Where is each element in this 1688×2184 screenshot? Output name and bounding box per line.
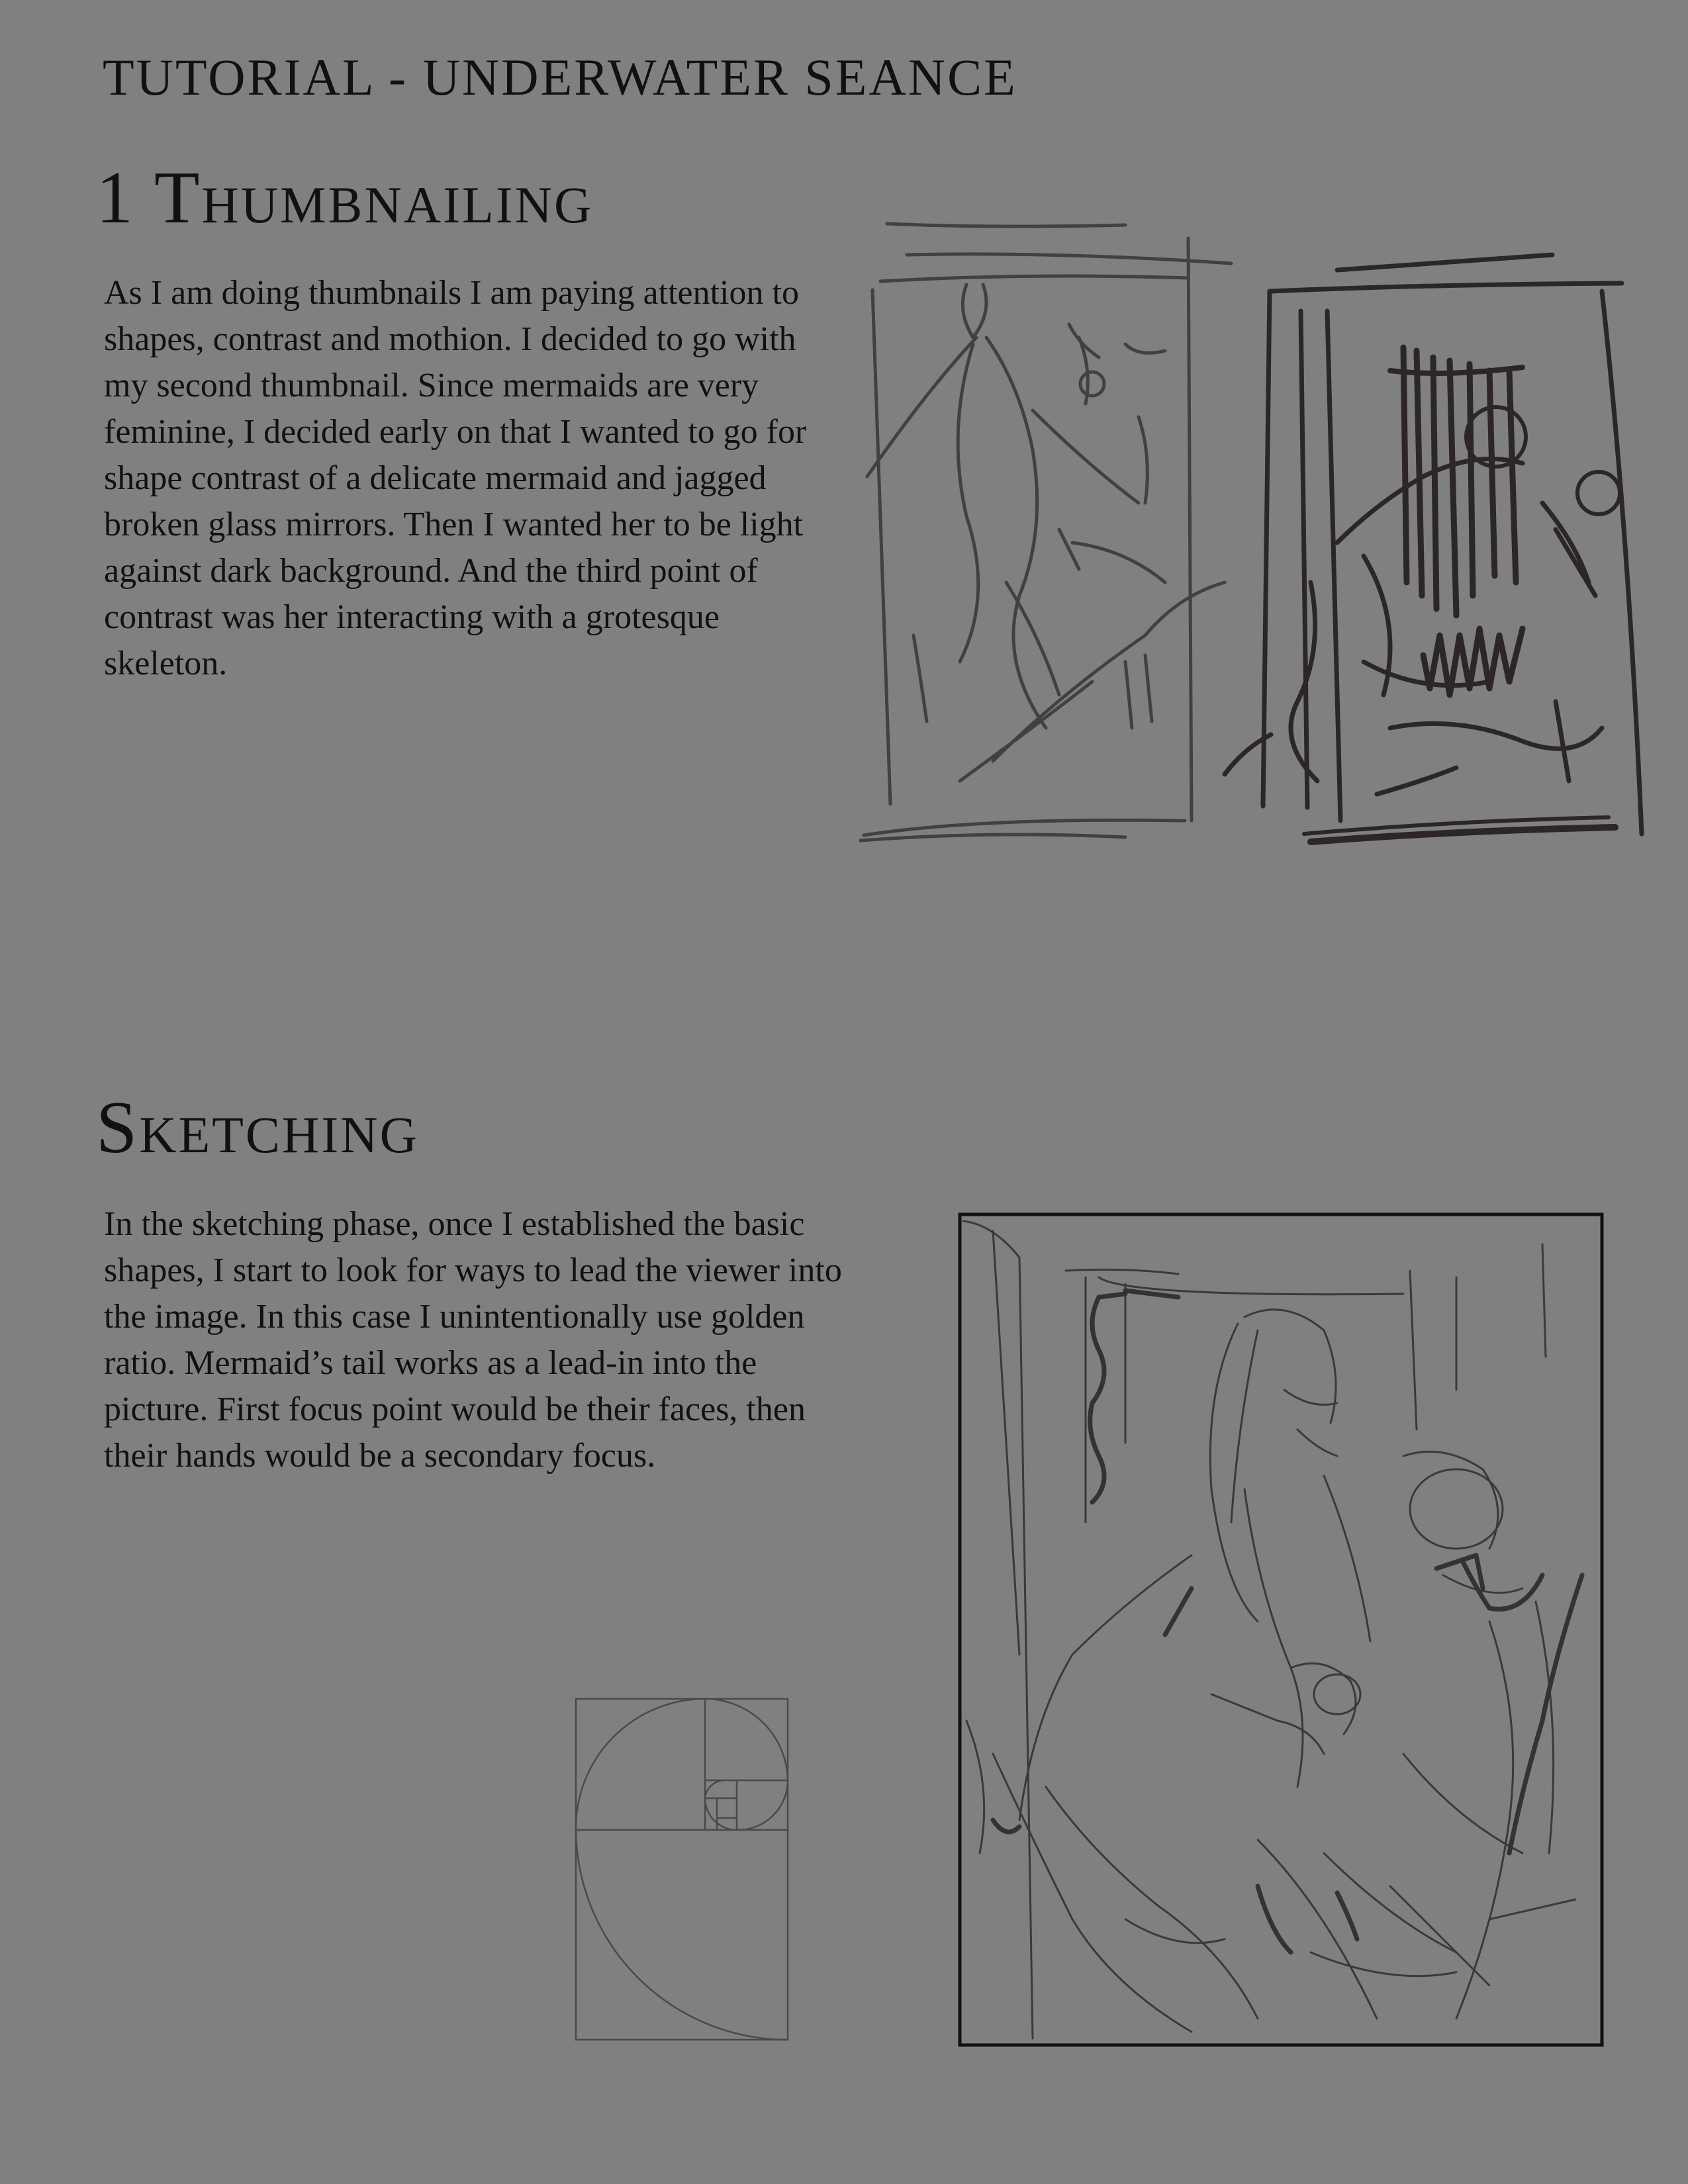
sketching-paragraph: In the sketching phase, once I established the basic shapes, I start to look for ways to lead the viewer into the image. In this case I unintentionally use golden ratio. Mermaid’s tail works as a lead-in into the picture. First focus point would be their faces, then their hands would be a secondary focus.	[104, 1205, 842, 1475]
thumbnailing-paragraph: As I am doing thumbnails I am paying attention to shapes, contrast and mothion. I decided to go with my second thumbnail. Since mermaids are very feminine, I decided early on that I wanted to go for shape contrast of a delicate mermaid and jagged broken glass mirrors. Then I wanted her to be light against dark background. And the third point of contrast was her interacting with a grotesque skeleton.	[104, 274, 807, 682]
thumbnailing-heading: 1 Thumbnailing	[96, 157, 594, 239]
sketch-frame	[960, 1214, 1602, 2045]
page-title: TUTORIAL - UNDERWATER SEANCE	[103, 48, 1017, 106]
sketching-heading: Sketching	[96, 1087, 419, 1169]
